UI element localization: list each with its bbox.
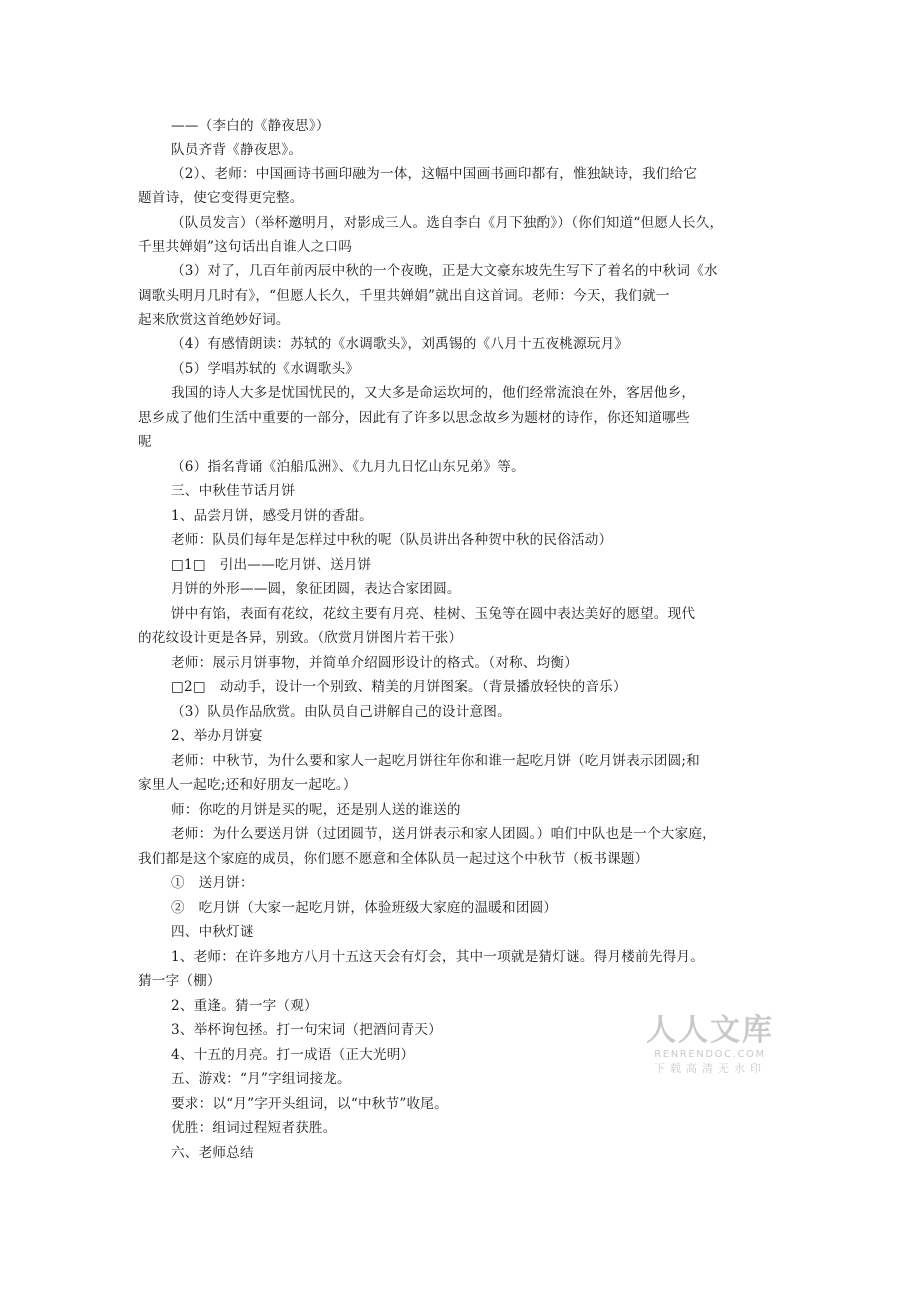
text-line: 我们都是这个家庭的成员，你们愿不愿意和全体队员一起过这个中秋节（板书课题） <box>138 851 649 867</box>
text-line: 队员齐背《静夜思》。 <box>171 142 303 158</box>
text-line: （5）学唱苏轼的《水调歌头》 <box>171 361 360 377</box>
section-heading: 五、游戏：“月”字组词接龙。 <box>171 1071 351 1087</box>
text-line: ② 吃月饼（大家一起吃月饼，体验班级大家庭的温暖和团圆） <box>171 900 558 916</box>
section-heading: 六、老师总结 <box>171 1145 254 1161</box>
text-line: 饼中有馅，表面有花纹，花纹主要有月亮、桂树、玉兔等在圆中表达美好的愿望。现代 <box>171 606 696 622</box>
text-line: 老师：中秋节，为什么要和家人一起吃月饼往年你和谁一起吃月饼（吃月饼表示团圆;和 <box>171 753 700 769</box>
text-line: 呢 <box>138 434 152 450</box>
text-line: （3）对了，几百年前丙辰中秋的一个夜晚，正是大文豪东坡先生写下了着名的中秋词《水 <box>171 263 718 279</box>
text-line: 4、十五的月亮。打一成语（正大光明） <box>171 1047 415 1063</box>
text-line: 要求：以“月”字开头组词，以“中秋节”收尾。 <box>171 1096 448 1112</box>
text-line: 的花纹设计更是各异，别致。（欣赏月饼图片若干张） <box>138 630 463 646</box>
text-line: 月饼的外形——圆，象征团圆，表达合家团圆。 <box>171 581 461 597</box>
text-line: 家里人一起吃;还和好朋友一起吃。） <box>138 777 357 793</box>
text-line: 优胜：组词过程短者获胜。 <box>171 1120 337 1136</box>
text-line: （队员发言）（举杯邀明月，对影成三人。选自李白《月下独酌》）（你们知道“但愿人长久， <box>171 215 724 231</box>
text-line: （4）有感情朗读：苏轼的《水调歌头》，刘禹锡的《八月十五夜桃源玩月》 <box>171 336 629 352</box>
text-line: 老师：展示月饼事物，并简单介绍圆形设计的格式。（对称、均衡） <box>171 655 579 671</box>
watermark-title: 人人文库 <box>646 1013 774 1048</box>
text-line: 师：你吃的月饼是买的呢，还是别人送的谁送的 <box>171 802 461 818</box>
watermark-domain: RENRENDOC.COM <box>654 1049 766 1060</box>
watermark <box>640 1014 780 1076</box>
text-line: （6）指名背诵《泊船瓜洲》、《九月九日忆山东兄弟》等。 <box>171 459 525 475</box>
text-line: 调歌头明月几时有》，“但愿人长久，千里共婵娟”就出自这首词。老师：今天，我们就一 <box>138 288 670 304</box>
watermark-slogan: 下载高清无水印 <box>654 1062 766 1075</box>
text-line: 题首诗，使它变得更完整。 <box>138 190 304 206</box>
text-line: 我国的诗人大多是忧国忧民的，又大多是命运坎坷的，他们经常流浪在外，客居他乡， <box>171 385 696 401</box>
text-line: ——（李白的《静夜思》） <box>171 118 330 134</box>
text-line: 3、举杯询包拯。打一句宋词（把酒问青天） <box>171 1022 442 1038</box>
text-line: （2）、老师：中国画诗书画印融为一体，这幅中国画书画印都有，惟独缺诗，我们给它 <box>171 166 698 182</box>
text-line: ① 送月饼： <box>171 875 254 891</box>
text-line: 老师：为什么要送月饼（过团圆节，送月饼表示和家人团圆。）咱们中队也是一个大家庭， <box>171 826 716 842</box>
text-line: 思乡成了他们生活中重要的一部分，因此有了许多以思念故乡为题材的诗作，你还知道哪些 <box>138 410 690 426</box>
text-line: 起来欣赏这首绝妙好词。 <box>138 312 290 328</box>
section-heading: 四、中秋灯谜 <box>171 924 254 940</box>
text-line: □1□ 引出——吃月饼、送月饼 <box>171 557 372 573</box>
text-line: 猜一字（棚） <box>138 973 221 989</box>
text-line: 1、品尝月饼，感受月饼的香甜。 <box>171 508 373 524</box>
section-heading: 三、中秋佳节话月饼 <box>171 483 296 499</box>
text-line: 2、举办月饼宴 <box>171 728 263 744</box>
text-line: （3）队员作品欣赏。由队员自己讲解自己的设计意图。 <box>171 704 511 720</box>
text-line: 千里共婵娟”这句话出自谁人之口吗 <box>138 239 353 255</box>
text-line: 1、老师：在许多地方八月十五这天会有灯会，其中一项就是猜灯谜。得月楼前先得月。 <box>171 949 705 965</box>
text-line: 老师：队员们每年是怎样过中秋的呢（队员讲出各种贺中秋的民俗活动） <box>171 532 613 548</box>
text-line: 2、重逢。猜一字（观） <box>171 998 318 1014</box>
text-line: □2□ 动动手，设计一个别致、精美的月饼图案。（背景播放轻快的音乐） <box>171 679 627 695</box>
